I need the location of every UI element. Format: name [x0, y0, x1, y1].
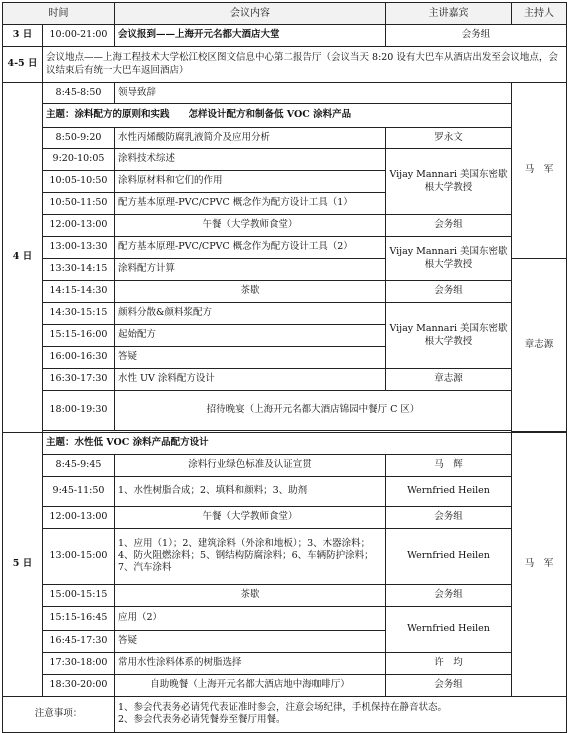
content-cell: 茶歇 [115, 281, 386, 303]
content-cell: 颜料分散&颜料浆配方 [115, 303, 386, 325]
table-row [3, 149, 567, 171]
speaker-cell: Vijay Mannari 美国东密歇根大学教授 [386, 149, 512, 215]
content-cell: 自助晚餐（上海开元名都大酒店地中海咖啡厅） [115, 674, 386, 696]
content-cell: 水性丙烯酸防腐乳液简介及应用分析 [115, 128, 386, 149]
table-row [3, 369, 567, 391]
table-row [3, 303, 567, 325]
time-cell: 8:45-8:50 [43, 83, 115, 104]
speaker-cell: 会务组 [386, 584, 512, 606]
speaker-cell: 马 辉 [386, 454, 512, 476]
content-cell: 领导致辞 [115, 83, 512, 104]
speaker-cell: 会务组 [386, 25, 567, 47]
header-speaker: 主讲嘉宾 [386, 3, 512, 25]
topic-cell: 主题：水性低 VOC 涂料产品配方设计 [43, 432, 512, 454]
speaker-cell: Vijay Mannari 美国东密歇根大学教授 [386, 303, 512, 369]
content-cell: 茶歇 [115, 584, 386, 606]
day-label: 4 日 [3, 83, 43, 433]
content-cell: 会议报到——上海开元名都大酒店大堂 [115, 25, 386, 47]
time-cell: 8:45-9:45 [43, 454, 115, 476]
content-cell: 配方基本原理-PVC/CPVC 概念作为配方设计工具（2） [115, 237, 386, 259]
content-cell: 午餐（大学教师食堂） [115, 506, 386, 528]
time-cell: 18:00-19:30 [43, 391, 115, 431]
time-cell: 16:30-17:30 [43, 369, 115, 391]
content-cell: 涂料配方计算 [115, 259, 386, 281]
time-cell: 9:20-10:05 [43, 149, 115, 171]
table-row [3, 652, 567, 674]
notes-row [3, 696, 567, 732]
time-cell: 15:15-16:00 [43, 325, 115, 347]
time-cell: 13:00-13:30 [43, 237, 115, 259]
header-content: 会议内容 [115, 3, 386, 25]
host-cell: 马 军 [512, 432, 567, 696]
content-cell: 涂料行业绿色标准及认证宣贯 [115, 454, 386, 476]
content-cell: 应用（2） [115, 606, 386, 630]
speaker-cell: 会务组 [386, 215, 512, 237]
time-cell: 16:45-17:30 [43, 630, 115, 652]
table-row [3, 128, 567, 149]
time-cell: 17:30-18:00 [43, 652, 115, 674]
notes-content [115, 696, 567, 732]
content-cell: 配方基本原理-PVC/CPVC 概念作为配方设计工具（1） [115, 193, 386, 215]
time-cell: 16:00-16:30 [43, 347, 115, 369]
time-cell: 15:00-15:15 [43, 584, 115, 606]
content-cell: 涂料原材料和它们的作用 [115, 171, 386, 193]
notes-line-1: 1、参会代表务必请凭代表证准时参会，注意会场纪律，手机保持在静音状态。 [118, 701, 448, 713]
speaker-cell: Wernfried Heilen [386, 528, 512, 584]
time-cell: 10:00-21:00 [43, 25, 115, 47]
time-cell: 15:15-16:45 [43, 606, 115, 630]
time-cell: 8:50-9:20 [43, 128, 115, 149]
topic-cell: 主题：涂料配方的原则和实践 怎样设计配方和制备低 VOC 涂料产品 [43, 104, 512, 128]
table-row [3, 476, 567, 506]
topic-row [3, 104, 567, 128]
speaker-cell: 许 均 [386, 652, 512, 674]
header-time: 时间 [3, 3, 115, 25]
table-row [3, 47, 567, 83]
table-row [3, 83, 567, 104]
table-row [3, 528, 567, 584]
content-cell: 1、应用（1）；2、建筑涂料（外涂和地板）；3、木器涂料；4、防火阻燃涂料；5、钢结构防腐涂料；6、车辆防护涂料；7、汽车涂料 [115, 528, 386, 584]
speaker-cell: 会务组 [386, 506, 512, 528]
notes-line-2: 2、参会代表务必请凭餐券至餐厅用餐。 [118, 714, 286, 726]
host-cell: 章志源 [512, 259, 567, 432]
speaker-cell: Vijay Mannari 美国东密歇根大学教授 [386, 237, 512, 281]
day-label: 3 日 [3, 25, 43, 47]
table-row [3, 584, 567, 606]
content-cell: 答疑 [115, 630, 386, 652]
time-cell: 13:30-14:15 [43, 259, 115, 281]
table-row [3, 281, 567, 303]
time-cell: 14:30-15:15 [43, 303, 115, 325]
table-row [3, 454, 567, 476]
time-cell: 10:50-11:50 [43, 193, 115, 215]
host-cell: 马 军 [512, 83, 567, 259]
table-row [3, 674, 567, 696]
table-row [3, 237, 567, 259]
content-cell: 答疑 [115, 347, 386, 369]
table-row [3, 506, 567, 528]
time-cell: 12:00-13:00 [43, 215, 115, 237]
table-header-row [3, 3, 567, 25]
speaker-cell: Wernfried Heilen [386, 476, 512, 506]
speaker-cell: 罗永文 [386, 128, 512, 149]
venue-cell: 会议地点——上海工程技术大学松江校区图文信息中心第二报告厅（会议当天 8:20 设有大巴车从酒店出发至会议地点，会议结束后有统一大巴车返回酒店） [43, 47, 567, 83]
table-row [3, 215, 567, 237]
notes-label: 注意事项： [3, 696, 115, 732]
content-cell: 起始配方 [115, 325, 386, 347]
time-cell: 10:05-10:50 [43, 171, 115, 193]
day-label: 4-5 日 [3, 47, 43, 83]
content-cell: 午餐（大学教师食堂） [115, 215, 386, 237]
time-cell: 13:00-15:00 [43, 528, 115, 584]
content-cell: 水性 UV 涂料配方设计 [115, 369, 386, 391]
speaker-cell: Wernfried Heilen [386, 606, 512, 652]
content-cell: 涂料技术综述 [115, 149, 386, 171]
table-row [3, 606, 567, 630]
time-cell: 18:30-20:00 [43, 674, 115, 696]
speaker-cell: 章志源 [386, 369, 512, 391]
content-cell: 1、水性树脂合成；2、填料和颜料；3、助剂 [115, 476, 386, 506]
time-cell: 9:45-11:50 [43, 476, 115, 506]
content-cell: 招待晚宴（上海开元名都大酒店锦园中餐厅 C 区） [115, 391, 512, 431]
day-label: 5 日 [3, 432, 43, 696]
topic-row [3, 432, 567, 454]
header-host: 主持人 [512, 3, 567, 25]
content-cell: 常用水性涂料体系的树脂选择 [115, 652, 386, 674]
time-cell: 14:15-14:30 [43, 281, 115, 303]
speaker-cell: 会务组 [386, 281, 512, 303]
table-row [3, 391, 567, 431]
schedule-table [2, 2, 567, 733]
table-row [3, 25, 567, 47]
time-cell: 12:00-13:00 [43, 506, 115, 528]
speaker-cell: 会务组 [386, 674, 512, 696]
